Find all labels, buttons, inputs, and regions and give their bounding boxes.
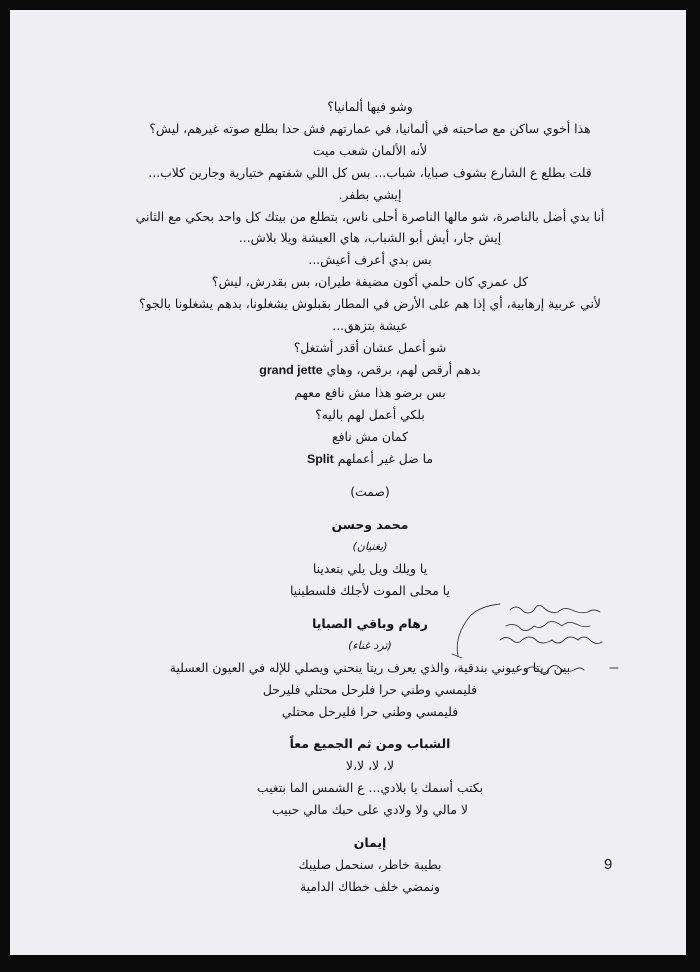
spacer	[50, 470, 690, 481]
handwritten-annotation	[440, 596, 650, 696]
song-line: لا مالي ولا ولادي على حبك مالي حبيب	[272, 802, 468, 818]
monologue-line: بس برضو هذا مش نافع معهم	[294, 384, 446, 400]
monologue-line: كل عمري كان حلمي أكون مضيفة طيران، بس بقدرش، ليش؟	[211, 274, 529, 290]
monologue-text: بدهم أرقص لهم، برقص، وهاي	[326, 361, 481, 377]
song-line: لا، لا، لا،لا	[345, 758, 395, 774]
monologue-line: عيشة بتزهق...	[332, 318, 408, 334]
stage-direction-silence: (صمت)	[350, 484, 390, 500]
speaker-name: محمد وحسن	[331, 517, 409, 533]
monologue-line: إيش جار، أيش أبو الشباب، هاي العيشة ويلا بلاش...	[238, 230, 502, 246]
song-line: ونمضي خلف خطاك الدامية	[299, 878, 441, 894]
monologue-line: وشو فيها ألمانيا؟	[327, 99, 413, 114]
monologue-line: أنا بدي أضل بالناصرة، شو مالها الناصرة أحلى ناس، بتطلع من بيتك كل واحد بحكي مع الثاني	[135, 208, 605, 224]
monologue-line-with-term	[50, 448, 690, 471]
monologue-line: إيشي بطفر.	[338, 186, 402, 202]
script-page	[10, 10, 686, 955]
spacer	[50, 821, 690, 832]
monologue-line: شو أعمل عشان أقدر أشتغل؟	[293, 339, 447, 355]
song-line: يا محلى الموت لأجلك فلسطينيا	[290, 583, 450, 599]
song-line: بطيبة خاطر، سنحمل صليبك	[298, 857, 442, 872]
speaker-name: الشباب ومن ثم الجميع معاً	[289, 736, 451, 752]
monologue-line: بس بدي أعرف أعيش...	[308, 252, 432, 268]
page-number: 9	[604, 856, 613, 873]
stage-direction: (يغنيان)	[352, 540, 388, 554]
term-split: Split	[306, 451, 334, 466]
monologue-line: بلكي أعمل لهم باليه؟	[315, 406, 425, 422]
spacer	[50, 503, 690, 514]
song-line: فليمسي وطني حرا فليرحل محتلي	[281, 703, 459, 719]
monologue-line: قلت بطلع ع الشارع بشوف صبايا، شباب... بس كل اللي شفتهم ختيارية وجارين كلاب...	[148, 164, 592, 180]
monologue-block	[50, 96, 690, 898]
song-line: بكتب أسمك يا بلادي... ع الشمس الما بتغيب	[256, 780, 484, 796]
spacer	[50, 722, 690, 733]
song-line: يا ويلك ويل يلي بتعدينا	[312, 561, 428, 577]
monologue-line-with-term	[50, 359, 690, 382]
term-grand-jette: grand jette	[259, 362, 323, 377]
monologue-line: كمان مش نافع	[332, 428, 408, 444]
speaker-name: رهام وباقي الصبايا	[312, 615, 428, 631]
song-line: فليمسي وطني حرا فلرحل محتلي فليرحل	[262, 681, 478, 697]
monologue-line: هذا أخوي ساكن مع صاحبته في ألمانيا، في عمارتهم فش حدا بطلع صوته غيرهم، ليش؟	[149, 120, 591, 136]
speaker-name: إيمان	[353, 835, 387, 851]
monologue-line: لأني عربية إرهابية، أي إذا هم على الأرض في المطار بقبلوش يشغلونا، بدهم يشغلونا بالجو؟	[139, 296, 601, 312]
song-line: بين ريتا وعيوني بندقية، والذي يعرف ريتا ينحني ويصلي للإله في العيون العسلية	[169, 659, 571, 675]
monologue-line: لأنه الألمان شعب ميت	[312, 142, 428, 158]
stage-direction: (ترد غناء)	[348, 638, 392, 652]
monologue-text: ما ضل غير أعملهم	[337, 450, 434, 466]
